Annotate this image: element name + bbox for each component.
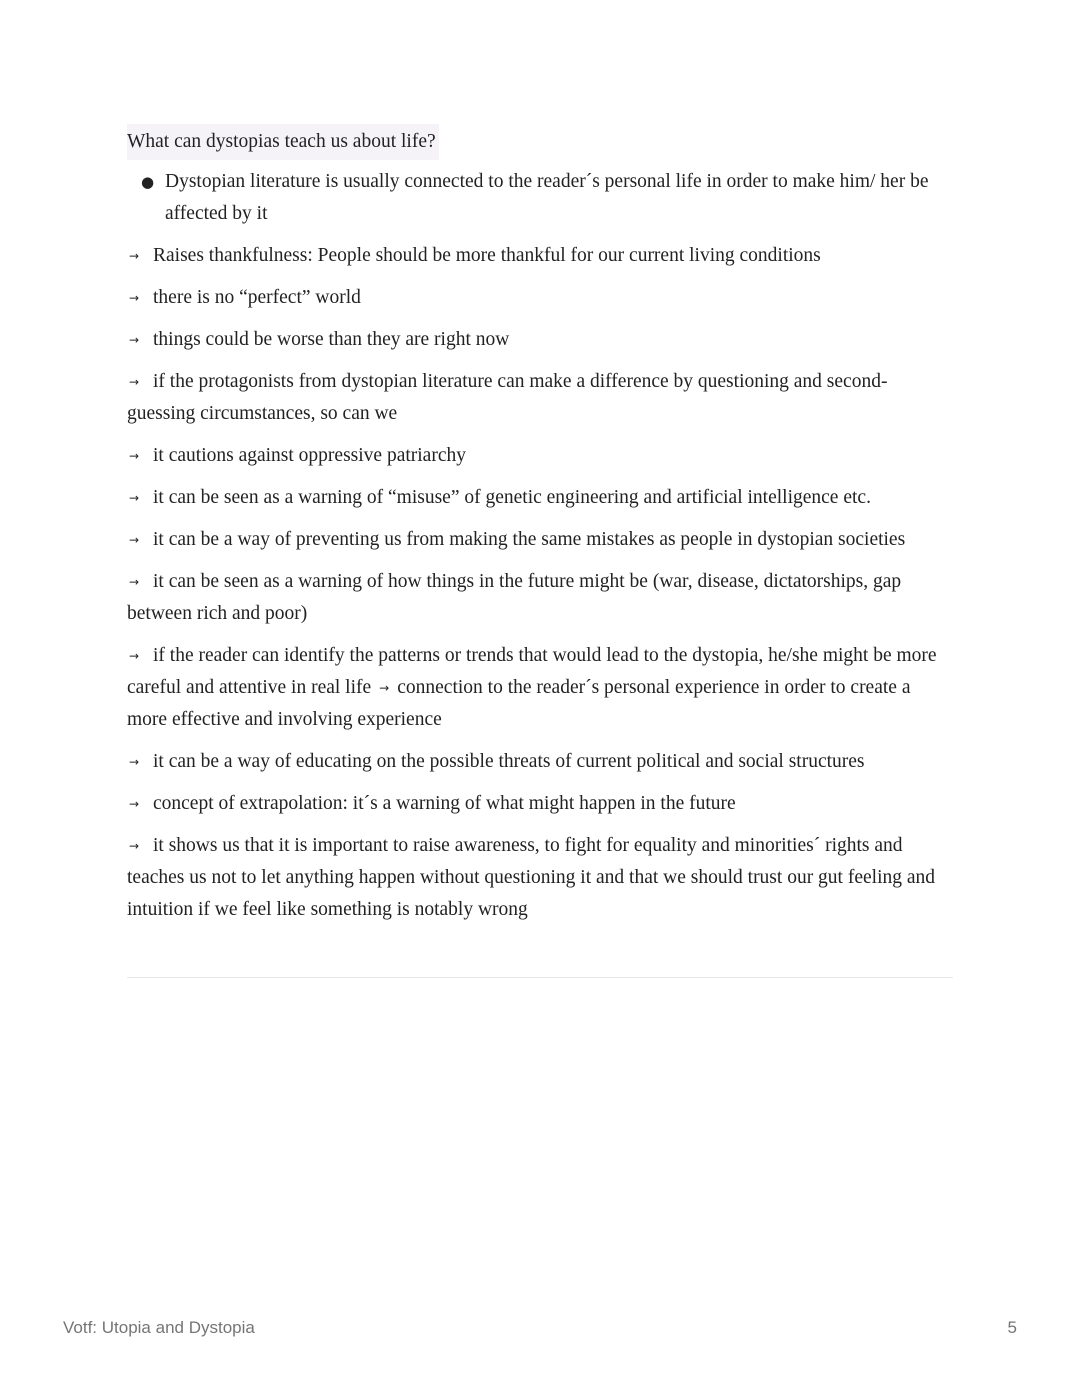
point-text: it can be seen as a warning of how things in the future might be (war, disease, dictatorships, gap between rich and poor) <box>127 571 902 624</box>
arrow-icon: → <box>129 375 140 389</box>
point-worse <box>127 324 953 356</box>
arrow-icon: → <box>129 839 140 853</box>
point-reader-patterns <box>127 640 953 736</box>
point-text: there is no “perfect” world <box>153 287 361 308</box>
arrow-icon: → <box>129 755 140 769</box>
bullet-dot-icon: ● <box>141 173 155 191</box>
point-text: it shows us that it is important to raise awareness, to fight for equality and minorities´ rights and teaches us not to let anything happen without questioning it and that we should trust our gut feeling and intuition if we feel like something is notably wrong <box>127 835 936 920</box>
point-text: if the protagonists from dystopian literature can make a difference by questioning and second-guessing circumstances, so can we <box>127 371 888 424</box>
page-number: 5 <box>1007 1318 1017 1337</box>
point-text: it can be seen as a warning of “misuse” of genetic engineering and artificial intelligence etc. <box>153 487 871 508</box>
bullet-text: Dystopian literature is usually connected to the reader´s personal life in order to make him/ her be affected by it <box>165 171 929 224</box>
arrow-icon: → <box>129 449 140 463</box>
point-awareness <box>127 830 953 926</box>
bullet-list <box>127 166 953 230</box>
point-text: it can be a way of educating on the possible threats of current political and social structures <box>153 751 865 772</box>
point-text: Raises thankfulness: People should be more thankful for our current living conditions <box>153 245 821 266</box>
arrow-icon: → <box>129 533 140 547</box>
arrow-icon: → <box>129 333 140 347</box>
point-perfect-world <box>127 282 953 314</box>
point-thankfulness <box>127 240 953 272</box>
page-footer <box>63 1318 1017 1342</box>
arrow-icon: → <box>129 575 140 589</box>
point-text: connection to the reader´s personal experience in order to create a more effective and involving experience <box>127 677 911 730</box>
arrow-icon: → <box>129 291 140 305</box>
point-extrapolation <box>127 788 953 820</box>
point-text: if the reader can identify the patterns or trends that would lead to the dystopia, he/she might be more careful and attentive in real life <box>127 645 937 698</box>
point-future-warning <box>127 566 953 630</box>
arrow-icon: → <box>129 249 140 263</box>
point-patriarchy <box>127 440 953 472</box>
point-text: things could be worse than they are right now <box>153 329 510 350</box>
section-divider <box>127 977 953 978</box>
arrow-icon: → <box>129 649 140 663</box>
point-genetic-engineering <box>127 482 953 514</box>
arrow-icon: → <box>129 491 140 505</box>
point-text: concept of extrapolation: it´s a warning of what might happen in the future <box>153 793 736 814</box>
point-text: it cautions against oppressive patriarchy <box>153 445 466 466</box>
point-protagonists <box>127 366 953 430</box>
footer-title: Votf: Utopia and Dystopia <box>63 1318 255 1337</box>
document-body <box>127 124 953 926</box>
point-text: it can be a way of preventing us from making the same mistakes as people in dystopian societies <box>153 529 906 550</box>
bullet-item <box>127 166 953 230</box>
point-educating <box>127 746 953 778</box>
point-mistakes <box>127 524 953 556</box>
section-heading: What can dystopias teach us about life? <box>127 124 439 160</box>
arrow-icon: → <box>379 681 390 695</box>
arrow-icon: → <box>129 797 140 811</box>
